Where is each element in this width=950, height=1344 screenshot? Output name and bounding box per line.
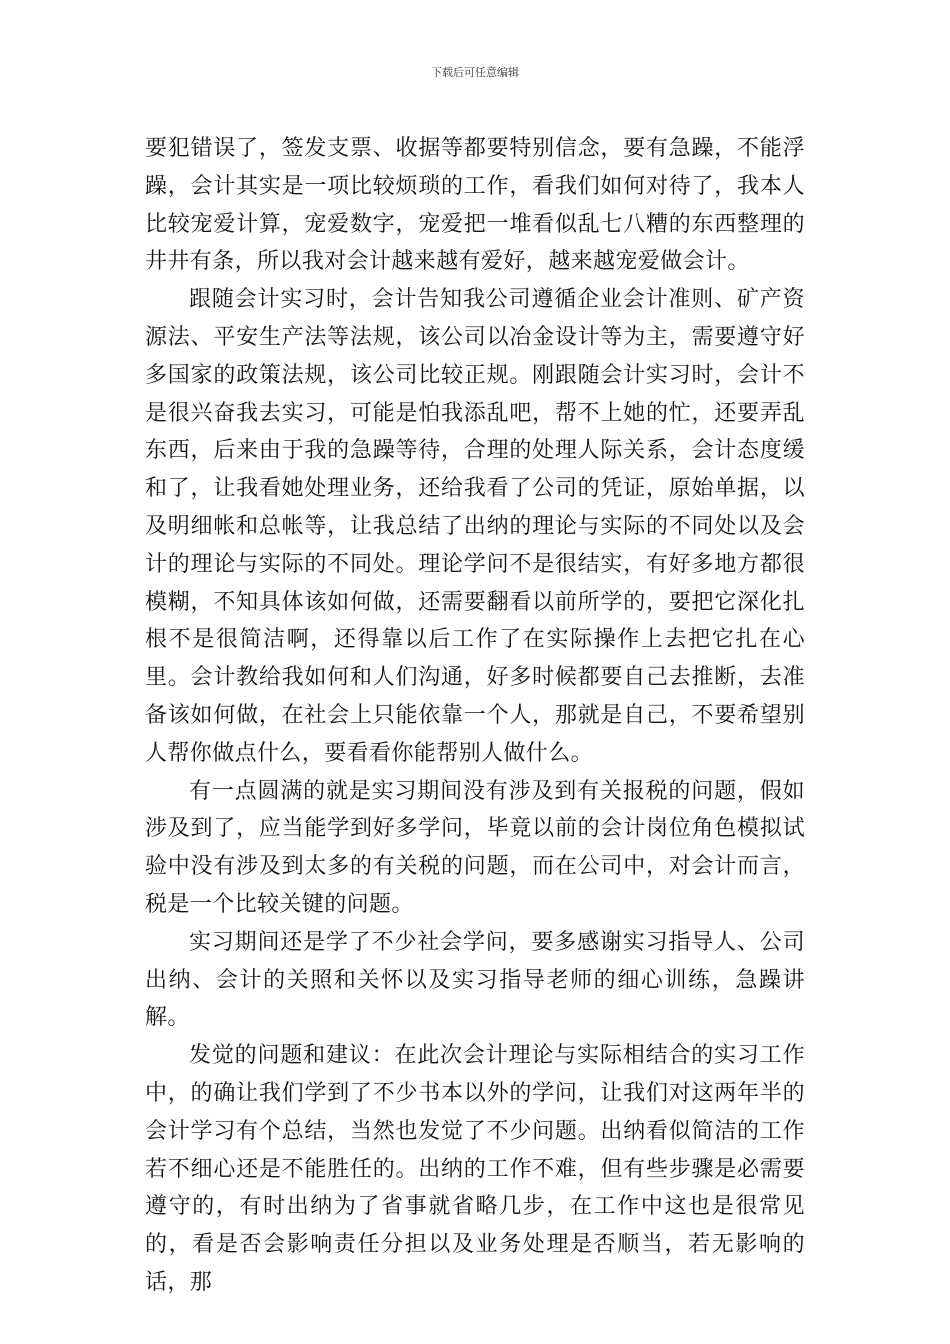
paragraph-3: 有一点圆满的就是实习期间没有涉及到有关报税的问题，假如涉及到了，应当能学到好多学问，毕竟以前的会计岗位角色模拟试验中没有涉及到太多的有关税的问题，而在公司中，对会计而言，税是一个比较关键的问题。 (145, 778, 805, 917)
paragraph-1: 要犯错误了，签发支票、收据等都要特别信念，要有急躁，不能浮躁，会计其实是一项比较烦琐的工作，看我们如何对待了，我本人比较宠爱计算，宠爱数字，宠爱把一堆看似乱七八糟的东西整理的井井有条，所以我对会计越来越有爱好，越来越宠爱做会计。 (145, 136, 805, 275)
document-body (145, 130, 805, 1302)
paragraph-5: 发觉的问题和建议：在此次会计理论与实际相结合的实习工作中，的确让我们学到了不少书本以外的学问，让我们对这两年半的会计学习有个总结，当然也发觉了不少问题。出纳看似简洁的工作若不细心还是不能胜任的。出纳的工作不难，但有些步骤是必需要遵守的，有时出纳为了省事就省略几步，在工作中这也是很常见的，看是否会影响责任分担以及业务处理是否顺当，若无影响的话，那 (145, 1043, 805, 1295)
paragraph-2: 跟随会计实习时，会计告知我公司遵循企业会计准则、矿产资源法、平安生产法等法规，该公司以冶金设计等为主，需要遵守好多国家的政策法规，该公司比较正规。刚跟随会计实习时，会计不是很兴奋我去实习，可能是怕我添乱吧，帮不上她的忙，还要弄乱东西，后来由于我的急躁等待，合理的处理人际关系，会计态度缓和了，让我看她处理业务，还给我看了公司的凭证，原始单据，以及明细帐和总帐等，让我总结了出纳的理论与实际的不同处以及会计的理论与实际的不同处。理论学问不是很结实，有好多地方都很模糊，不知具体该如何做，还需要翻看以前所学的，要把它深化扎根不是很简洁啊，还得靠以后工作了在实际操作上去把它扎在心里。会计教给我如何和人们沟通，好多时候都要自己去推断，去准备该如何做，在社会上只能依靠一个人，那就是自己，不要希望别人帮你做点什么，要看看你能帮别人做什么。 (145, 287, 805, 766)
page-header: 下载后可任意编辑 (431, 66, 519, 79)
paragraph-4: 实习期间还是学了不少社会学问，要多感谢实习指导人、公司出纳、会计的关照和关怀以及实习指导老师的细心训练，急躁讲解。 (145, 929, 805, 1031)
